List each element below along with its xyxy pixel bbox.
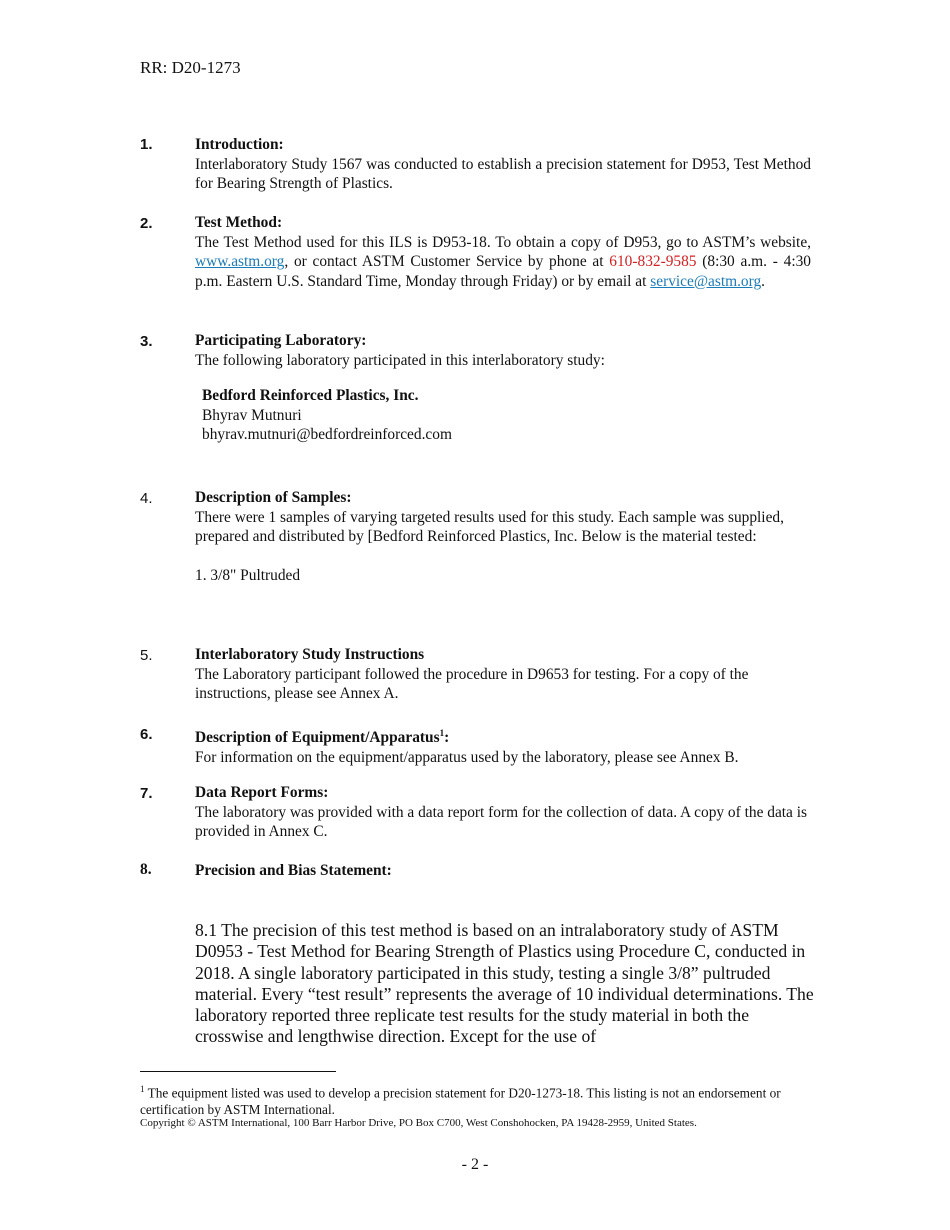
phone-number: 610-832-9585: [609, 253, 697, 270]
section-number: 2.: [140, 215, 153, 232]
section-title: Description of Samples:: [195, 489, 352, 506]
section-body: The Laboratory participant followed the procedure in D9653 for testing. For a copy of the instructions, please see Annex A.: [195, 665, 749, 702]
section-title: Interlaboratory Study Instructions: [195, 646, 425, 663]
astm-website-link[interactable]: www.astm.org: [195, 253, 285, 270]
section-precision-and-bias: [195, 861, 811, 881]
section-number: 8.: [140, 861, 152, 878]
section-body: [195, 233, 811, 292]
section-body: Interlaboratory Study 1567 was conducted to establish a precision statement for D953, Test Method for Bearing Strength of Plastics.: [195, 155, 811, 192]
section-title: [195, 724, 811, 748]
section-data-report-forms: [195, 783, 811, 842]
laboratory-email: bhyrav.mutnuri@bedfordreinforced.com: [202, 426, 452, 443]
section-number: 3.: [140, 333, 153, 350]
page-number: - 2 -: [461, 1156, 489, 1173]
body-text: , or contact ASTM Customer Service by phone at: [284, 253, 610, 270]
title-text: Description of Equipment/Apparatus: [195, 729, 440, 747]
body-text: .: [761, 272, 766, 290]
section-body: There were 1 samples of varying targeted results used for this study. Each sample was supplied, prepared and distributed by [Bedford Reinforced Plastics, Inc. Below is the material tested:: [195, 508, 784, 545]
paragraph-8-1: 8.1 The precision of this test method is based on an intralaboratory study of ASTM D0953 - Test Method for Bearing Strength of Plastics using Procedure C, conducted in 2018. A single laboratory participated in this study, testing a single 3/8” pultruded material. Every “test result” represents the average of 10 individual determinations. The laboratory reported three replicate test results for the study material in both the crosswise and lengthwise direction. Except for the use of: [195, 920, 814, 1047]
section-body: For information on the equipment/apparatus used by the laboratory, please see Annex B.: [195, 748, 739, 766]
footnote-text: The equipment listed was used to develop a precision statement for D20-1273-18. This listing is not an endorsement or certification by ASTM International.: [140, 1085, 781, 1118]
section-title: Precision and Bias Statement:: [195, 862, 392, 879]
section-number: 4.: [140, 490, 153, 507]
body-text: (8:30 a.m. - 4:30 p.m. Eastern U.S. Standard Time, Monday through Friday) or by email at: [195, 253, 811, 290]
footnote: [140, 1081, 820, 1118]
footnote-mark: 1: [140, 1084, 145, 1094]
section-number: 7.: [140, 785, 153, 802]
section-title: Participating Laboratory:: [195, 332, 367, 349]
section-test-method: [195, 213, 811, 291]
laboratory-contact: Bhyrav Mutnuri: [202, 406, 302, 424]
section-number: 5.: [140, 647, 153, 664]
section-number: 1.: [140, 136, 153, 153]
section-title: Data Report Forms:: [195, 784, 329, 801]
service-email-link[interactable]: service@astm.org: [650, 272, 762, 290]
title-suffix: :: [444, 729, 450, 747]
section-introduction: [195, 135, 811, 194]
section-study-instructions: [195, 645, 811, 704]
footnote-divider: [140, 1071, 336, 1072]
document-header: RR: D20-1273: [140, 58, 241, 77]
section-description-of-samples: [195, 488, 811, 585]
section-title: Test Method:: [195, 214, 283, 231]
sample-list-item: 1. 3/8" Pultruded: [195, 566, 301, 584]
section-equipment: [195, 724, 811, 767]
section-body: The following laboratory participated in this interlaboratory study:: [195, 351, 605, 369]
laboratory-name: Bedford Reinforced Plastics, Inc.: [202, 387, 419, 404]
section-participating-laboratory: [195, 331, 811, 445]
section-body: The laboratory was provided with a data report form for the collection of data. A copy of the data is provided in Annex C.: [195, 803, 808, 840]
section-title: Introduction:: [195, 136, 284, 153]
footnote-reference: 1: [439, 728, 445, 738]
section-number: 6.: [140, 726, 153, 743]
laboratory-block: [202, 386, 811, 445]
body-text: The Test Method used for this ILS is D953-18. To obtain a copy of D953, go to ASTM’s website,: [195, 233, 811, 251]
copyright-notice: Copyright © ASTM International, 100 Barr Harbor Drive, PO Box C700, West Conshohocken, PA 19428-2959, United States.: [140, 1117, 697, 1129]
